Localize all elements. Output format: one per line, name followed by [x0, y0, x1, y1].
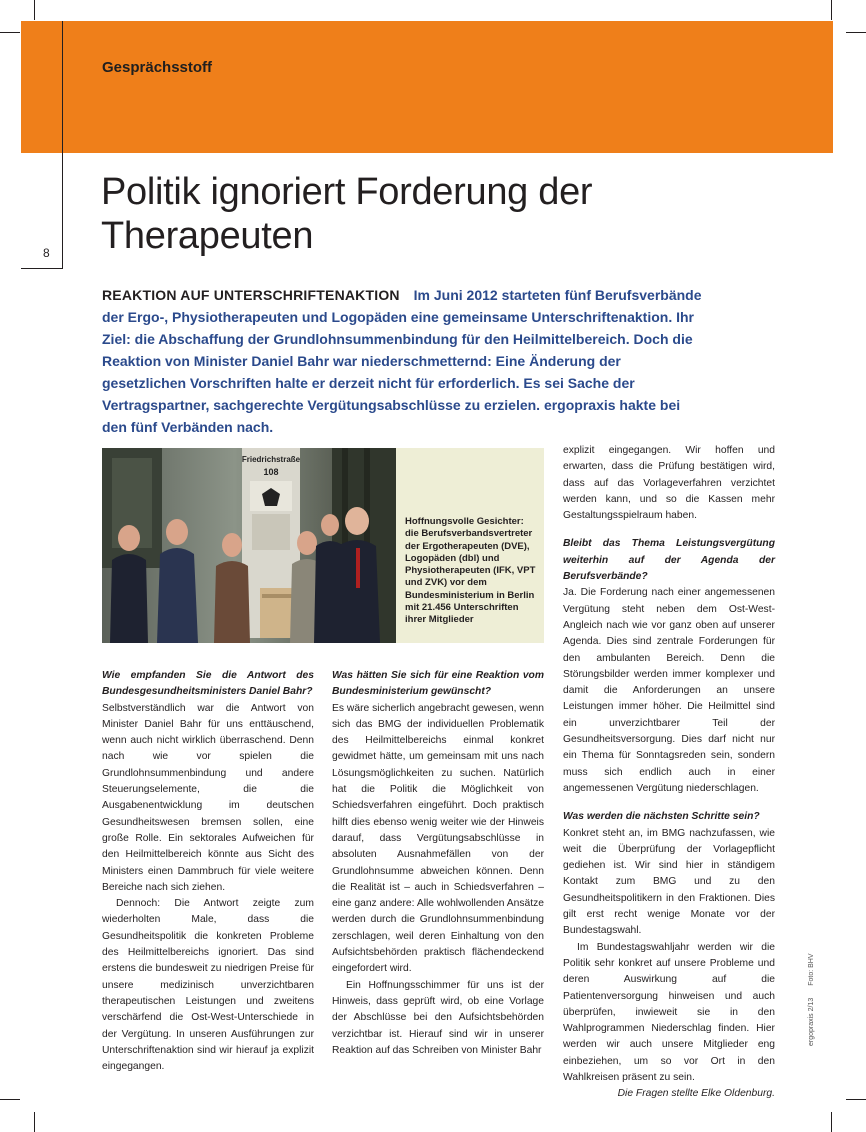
- body-paragraph: Konkret steht an, im BMG nachzufassen, wie weit die Überprüfung der Vorlagepflicht gediehen ist. Wir sind hier in ständigem Kontakt zum BMG und zu den Gesundheitspolitikern in den Fraktionen. Dies gilt erst recht wenige Monate vor der Bundestagswahl.: [563, 827, 775, 937]
- section-label: Gesprächsstoff: [102, 59, 213, 76]
- crop-mark: [0, 32, 20, 33]
- building-number: 108: [263, 467, 279, 477]
- article-title: Politik ignoriert Forderung der Therapeuten: [101, 171, 593, 257]
- article-photo: [102, 448, 396, 643]
- body-paragraph: Ja. Die Forderung nach einer angemessenen Vergütung steht neben dem Ost-West-Angleich nach wie vor ganz oben auf unserer Agenda. Dies sind zentrale Forderungen für den ambulanten Bereich. Denn die Störungsbilder werden immer komplexer und damit die Anforderungen an unsere Leistungen immer höher. Die Heilmittel sind ein unverzichtbarer Teil der Gesundheitsversorgung. Dies darf nicht nur ein Thema für Sonntagsreden sein, sondern muss sich endlich auch in einer angemessenen Vergütung niederschlagen.: [563, 587, 775, 794]
- text-column-3: [563, 443, 775, 1103]
- body-paragraph: Ein Hoffnungsschimmer für uns ist der Hinweis, dass geprüft wird, ob eine Vorlage der Abschlüsse bei den Aufsichtsbehörden verzichtbar ist. Hierauf sind wir in unserer Reaktion auf das Schreiben von Minister Bahr: [332, 979, 544, 1056]
- interview-question: Wie empfanden Sie die Antwort des Bundesgesundheitsministers Daniel Bahr?: [102, 670, 314, 698]
- text-column-1: [102, 668, 314, 1075]
- building-sign: Friedrichstraße: [241, 455, 301, 464]
- lead-text: Im Juni 2012 starteten fünf Berufsverbände der Ergo-, Physiotherapeuten und Logopäden eine gemeinsame Unterschriftenaktion. Ihr Ziel: die Abschaffung der Grundlohnsummenbindung für den Heilmittelbereich. Doch die Reaktion von Minister Daniel Bahr war niederschmetternd: Eine Änderung der gesetzlichen Vorschriften halte er derzeit nicht für erforderlich. Es sei Sache der Vertragspartner, sachgerechte Vergütungsabschlüsse zu erzielen. ergopraxis hakte bei den fünf Verbänden nach.: [102, 287, 702, 435]
- page-rule: [62, 21, 63, 269]
- text-column-2: [332, 668, 544, 1059]
- body-paragraph: Es wäre sicherlich angebracht gewesen, wenn sich das BMG der individuellen Problematik des Heilmittelbereichs einmal konkret gewidmet hätte, um gemeinsam mit uns nach Lösungsmöglichkeiten zu suchen. Natürlich hat die Politik die Möglichkeit von Schiedsverfahren eingeführt. Doch praktisch hilft dies ebenso wenig weiter wie der Hinweis darauf, dass Vergütungsabschlüsse in absoluten Ausnahmefällen von der Grundlohnsumme abweichen können. Denn die Realität ist – auch in Schiedsverfahren – eine ganz andere: Alle wohlwollenden Ansätze werden durch die Grundlohnsummenbindung zerschlagen, weil deren Einhaltung von den Aufsichtsbehörden praktisch flächendeckend eingefordert wird.: [332, 702, 544, 975]
- author-signature: Die Fragen stellte Elke Oldenburg.: [617, 1088, 775, 1100]
- crop-mark: [0, 1099, 20, 1100]
- body-paragraph: Selbstverständlich war die Antwort von Minister Daniel Bahr für uns enttäuschend, wenn auch nicht wirklich überraschend. Denn nach wie vor spielen die Grundlohnsummenbindung und andere Steuerungselemente, die die Ausgabenentwicklung im deutschen Gesundheitswesen bremsen sollen, eine große Rolle. Ein sektorales Aufweichen für den Heilmittelbereich könnte aus Sicht des Ministers einen Dammbruch für viele weitere Bereiche nach sich ziehen.: [102, 702, 314, 893]
- side-credit: [808, 936, 815, 1046]
- crop-mark: [846, 1099, 866, 1100]
- group-photo-illustration: [102, 448, 396, 643]
- journal-issue: ergopraxis 2/13: [808, 997, 815, 1046]
- lead-paragraph: [102, 284, 702, 438]
- crop-mark: [831, 0, 832, 20]
- lead-kicker: REAKTION AUF UNTERSCHRIFTENAKTION: [102, 287, 400, 303]
- interview-question: Was hätten Sie sich für eine Reaktion vom Bundesministerium gewünscht?: [332, 670, 544, 698]
- crop-mark: [846, 32, 866, 33]
- body-paragraph: explizit eingegangen. Wir hoffen und erwarten, dass die Prüfung bestätigen wird, dass auf das Vorlageverfahren verzichtet werden kann, und so die Kassen mehr Gestaltungsspielraum haben.: [563, 445, 775, 522]
- page-rule: [21, 268, 63, 269]
- crop-mark: [34, 0, 35, 20]
- body-paragraph: Dennoch: Die Antwort zeigte zum wiederholten Male, dass die Gesundheitspolitik die konkreten Probleme des Heilmittelbereichs ignoriert. Das sind erstens die bundesweit zu niedrigen Preise für unsere medizinisch unverzichtbaren therapeutischen Leistungen und zweitens verschärfend die Ost-West-Unterschiede in der Vergütung. In unseren Ausführungen zur Unterschriftenaktion sind wir hierauf ja explizit eingegangen.: [102, 898, 314, 1073]
- interview-question: Was werden die nächsten Schritte sein?: [563, 811, 760, 823]
- photo-caption: Hoffnungsvolle Gesichter: die Berufsverbandsvertreter der Ergotherapeuten (DVE), Logopäden (dbl) und Physiotherapeuten (IFK, VPT und ZVK) vor dem Bundesministerium in Berlin mit 21.456 Unterschriften ihrer Mitglieder: [405, 516, 536, 626]
- header-band: [21, 21, 833, 153]
- crop-mark: [34, 1112, 35, 1132]
- crop-mark: [831, 1112, 832, 1132]
- photo-credit: Foto: BHV: [808, 953, 815, 986]
- body-paragraph: Im Bundestagswahljahr werden wir die Politik sehr konkret auf unsere Probleme und deren Auswirkung auf die Patientenversorgung hinweisen und auch überprüfen, inwieweit sie in den Wahlprogrammen Niederschlag finden. Hier werden wir auch unsere Mitglieder eng einbeziehen, um so vor Ort in den Wahlkreisen präsent zu sein.: [563, 941, 775, 1083]
- page-number: 8: [43, 246, 50, 260]
- interview-question: Bleibt das Thema Leistungsvergütung weiterhin auf der Agenda der Berufsverbände?: [563, 538, 775, 583]
